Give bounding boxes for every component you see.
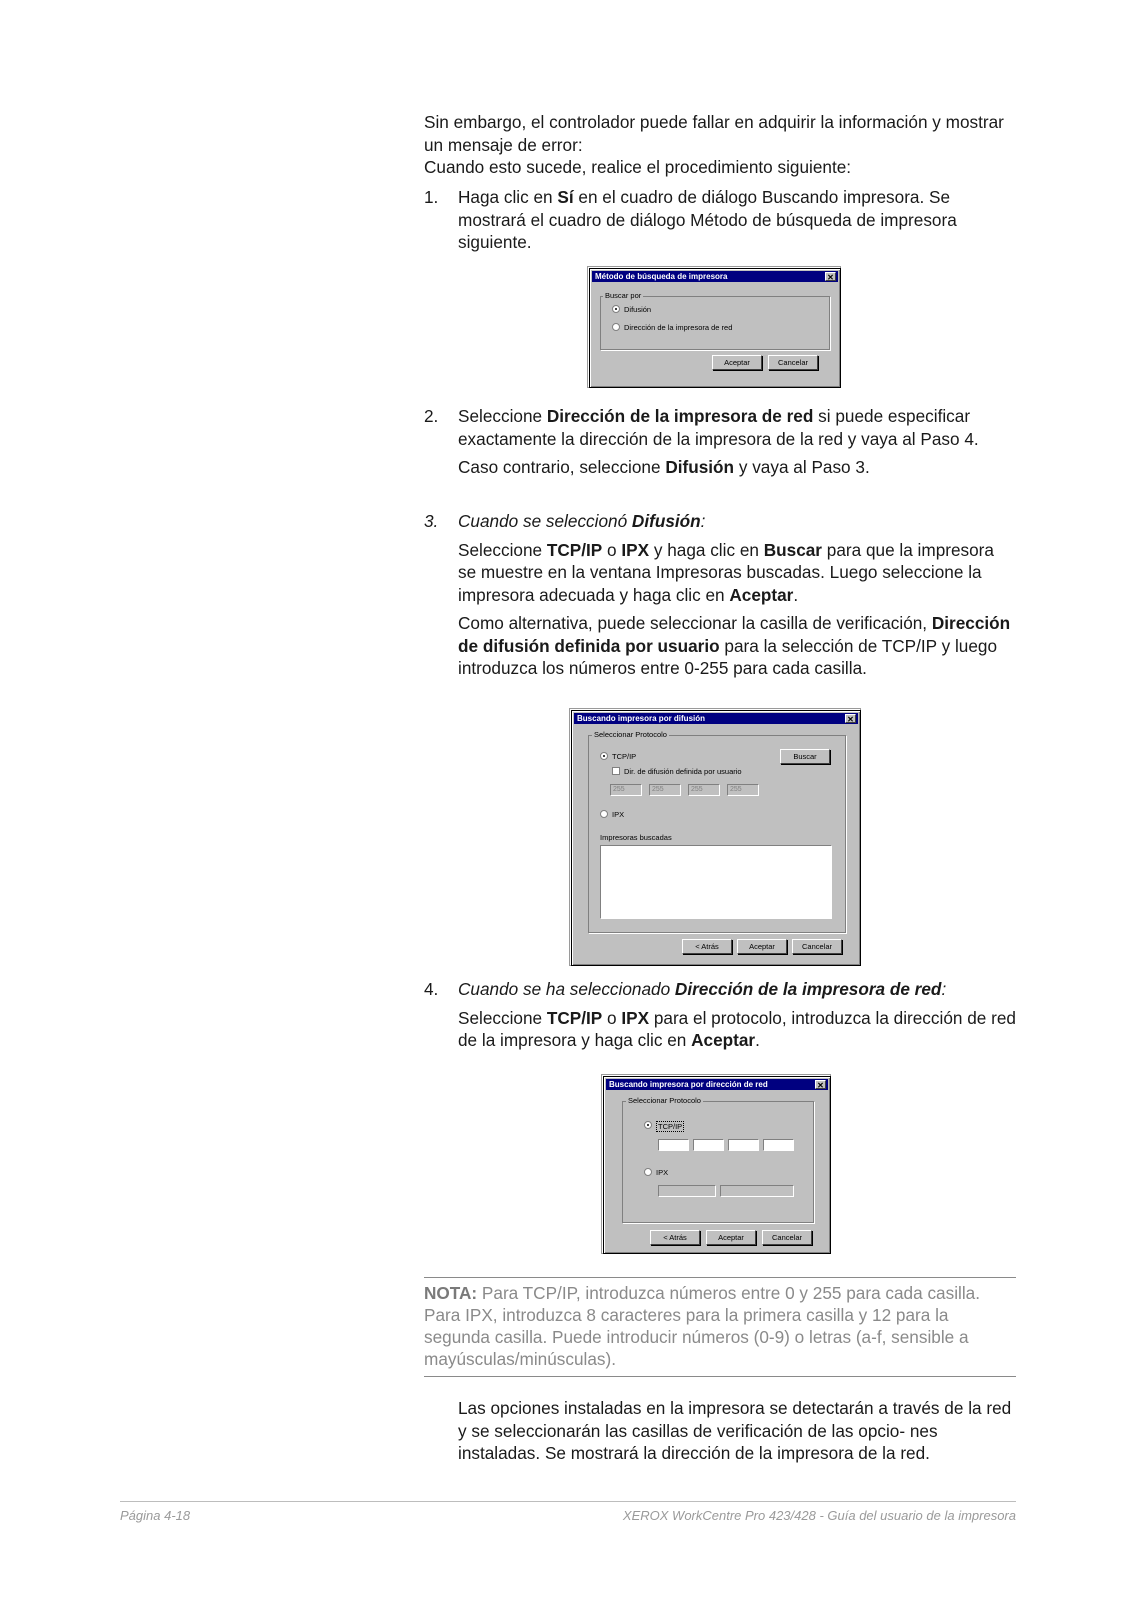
text-run: o: [602, 539, 622, 560]
ip-field-4[interactable]: [763, 1139, 794, 1151]
group-label: Seleccionar Protocolo: [594, 730, 667, 739]
radio-ipx-label: IPX: [656, 1168, 669, 1177]
octet-field-4[interactable]: 255: [727, 784, 759, 796]
text-run: para el protocolo, introduzca la dirección de red de la impresora y haga clic en: [458, 1007, 1016, 1050]
text-run: Seleccione: [458, 539, 547, 560]
radio-network-address-label: Dirección de la impresora de red: [624, 323, 733, 332]
intro-paragraph-2: Cuando esto sucede, realice el procedimiento siguiente:: [424, 157, 852, 177]
bold-run: Dirección de la impresora de red: [546, 406, 814, 426]
text-run: Como alternativa, puede seleccionar la casilla de verificación,: [458, 613, 932, 633]
note-text: Para TCP/IP, introduzca números entre 0 y 255 para cada casilla. Para IPX, introduzca 8 caracteres para la primera casilla y 12 para la segunda casilla. Puede introducir números (0-9) o letras (a-f, sensible a mayúsculas/minúsculas).: [424, 1283, 980, 1369]
radio-tcpip-label: TCP/IP: [658, 1122, 683, 1131]
step-number: 3.: [424, 511, 439, 531]
dialog-title: Buscando impresora por dirección de red: [609, 1080, 768, 1089]
ok-button[interactable]: Aceptar: [706, 1230, 756, 1245]
step-text: [458, 405, 1016, 450]
text-run: para la selección de TCP/IP y luego introduzca los números entre 0-255 para cada casilla.: [458, 635, 998, 678]
text-run: Caso contrario, seleccione: [458, 457, 666, 477]
text-run: para que la impresora se muestre en la ventana Impresoras buscadas. Luego seleccione la impresora adecuada y haga clic en: [458, 539, 994, 605]
search-button[interactable]: Buscar: [780, 749, 830, 764]
dialog-title: Buscando impresora por difusión: [577, 714, 706, 723]
radio-tcpip-label: TCP/IP: [612, 752, 637, 761]
step-text-2: [458, 456, 1016, 479]
radio-broadcast-label: Difusión: [624, 305, 652, 314]
bold-run: Dirección de difusión definida por usuario: [458, 613, 1011, 656]
radio-ipx[interactable]: [644, 1168, 652, 1176]
step-text: [458, 186, 1016, 254]
ipx-node-field[interactable]: [720, 1185, 794, 1197]
step-4: [424, 978, 1016, 1052]
bold-run: IPX: [621, 1007, 650, 1028]
step-number: 1.: [424, 187, 439, 207]
group-label: Buscar por: [605, 291, 642, 300]
user-broadcast-checkbox[interactable]: [612, 767, 620, 775]
text-run: y vaya al Paso 3.: [734, 457, 870, 477]
ok-button[interactable]: Aceptar: [712, 355, 762, 370]
octet-field-3[interactable]: 255: [688, 784, 720, 796]
intro: [424, 111, 1016, 179]
search-method-dialog: [589, 268, 841, 388]
close-icon[interactable]: ✕: [815, 1080, 826, 1089]
text-run: en el cuadro de diálogo Buscando impresora. Se mostrará el cuadro de diálogo Método de búsqueda de impresora siguiente.: [458, 187, 957, 252]
ip-field-3[interactable]: [728, 1139, 759, 1151]
back-button[interactable]: < Atrás: [650, 1230, 700, 1245]
closing-text: Las opciones instaladas en la impresora se detectarán a través de la red y se seleccionarán las casillas de verificación de las opcio- nes instaladas. Se mostrará la dirección de la impresora de la red.: [458, 1398, 1012, 1463]
text-run: Haga clic en: [458, 187, 558, 207]
text-run: Cuando se ha seleccionado: [458, 979, 675, 999]
close-icon[interactable]: ✕: [825, 272, 836, 281]
close-icon[interactable]: ✕: [845, 714, 856, 723]
cancel-button[interactable]: Cancelar: [768, 355, 818, 370]
step-heading: [458, 510, 1016, 533]
closing-paragraph: [458, 1397, 1020, 1465]
radio-tcpip[interactable]: [600, 752, 608, 760]
text-run: .: [793, 584, 799, 605]
intro-paragraph: Sin embargo, el controlador puede fallar en adquirir la información y mostrar un mensaje de error:: [424, 112, 1004, 155]
bold-run: Aceptar: [691, 1030, 756, 1050]
bold-run: Difusión: [631, 511, 701, 531]
user-broadcast-label: Dir. de difusión definida por usuario: [624, 767, 742, 776]
page-number: Página 4-18: [120, 1508, 191, 1523]
ipx-network-field[interactable]: [658, 1185, 716, 1197]
text-run: o: [602, 1007, 622, 1028]
page-footer: [120, 1501, 1016, 1523]
step-1: [424, 186, 1016, 254]
bold-run: Aceptar: [729, 584, 794, 605]
step-text: [458, 1007, 1016, 1052]
dialog-titlebar: [606, 1079, 828, 1090]
radio-network-address[interactable]: [612, 323, 620, 331]
step-heading: [458, 978, 1016, 1001]
address-search-dialog: [603, 1076, 831, 1254]
bold-run: IPX: [621, 539, 650, 560]
back-button[interactable]: < Atrás: [682, 939, 732, 954]
text-run: :: [941, 979, 947, 999]
ok-button[interactable]: Aceptar: [737, 939, 787, 954]
text-run: .: [755, 1030, 760, 1050]
text-run: si puede especificar exactamente la dirección de la impresora de la red y vaya al Paso 4.: [458, 406, 979, 449]
radio-ipx-label: IPX: [612, 810, 625, 819]
radio-broadcast[interactable]: [612, 305, 620, 313]
step-3: [424, 510, 1016, 680]
text-run: Seleccione: [458, 1007, 547, 1028]
ip-field-1[interactable]: [658, 1139, 689, 1151]
bold-run: Difusión: [665, 457, 735, 477]
text-run: :: [700, 511, 706, 531]
step-text-2: [458, 612, 1016, 680]
protocol-group: [622, 1101, 814, 1223]
found-printers-label: Impresoras buscadas: [600, 833, 672, 842]
note-label: NOTA:: [424, 1283, 478, 1303]
step-number: 4.: [424, 979, 439, 999]
broadcast-search-dialog: [571, 710, 861, 966]
bold-run: TCP/IP: [546, 1007, 603, 1028]
step-number: 2.: [424, 406, 439, 426]
bold-run: Buscar: [763, 539, 822, 560]
bold-run: Dirección de la impresora de red: [674, 979, 942, 999]
dialog-titlebar: [574, 713, 858, 724]
dialog-title: Método de búsqueda de impresora: [595, 272, 728, 281]
octet-field-2[interactable]: 255: [649, 784, 681, 796]
ip-field-2[interactable]: [693, 1139, 724, 1151]
note-box: [424, 1277, 1016, 1377]
cancel-button[interactable]: Cancelar: [762, 1230, 812, 1245]
octet-field-1[interactable]: 255: [610, 784, 642, 796]
group-label: Seleccionar Protocolo: [628, 1096, 701, 1105]
text-run: y haga clic en: [649, 539, 764, 560]
step-text: [458, 539, 1016, 607]
step-2: [424, 405, 1016, 479]
radio-ipx[interactable]: [600, 810, 608, 818]
text-run: Seleccione: [458, 406, 547, 426]
found-printers-list[interactable]: [600, 845, 832, 919]
dialog-titlebar: [592, 271, 838, 282]
cancel-button[interactable]: Cancelar: [792, 939, 842, 954]
radio-tcpip[interactable]: [644, 1121, 652, 1129]
bold-run: TCP/IP: [546, 539, 603, 560]
document-title: XEROX WorkCentre Pro 423/428 - Guía del usuario de la impresora: [622, 1508, 1016, 1523]
bold-run: Sí: [557, 187, 574, 207]
text-run: Cuando se seleccionó: [458, 511, 632, 531]
